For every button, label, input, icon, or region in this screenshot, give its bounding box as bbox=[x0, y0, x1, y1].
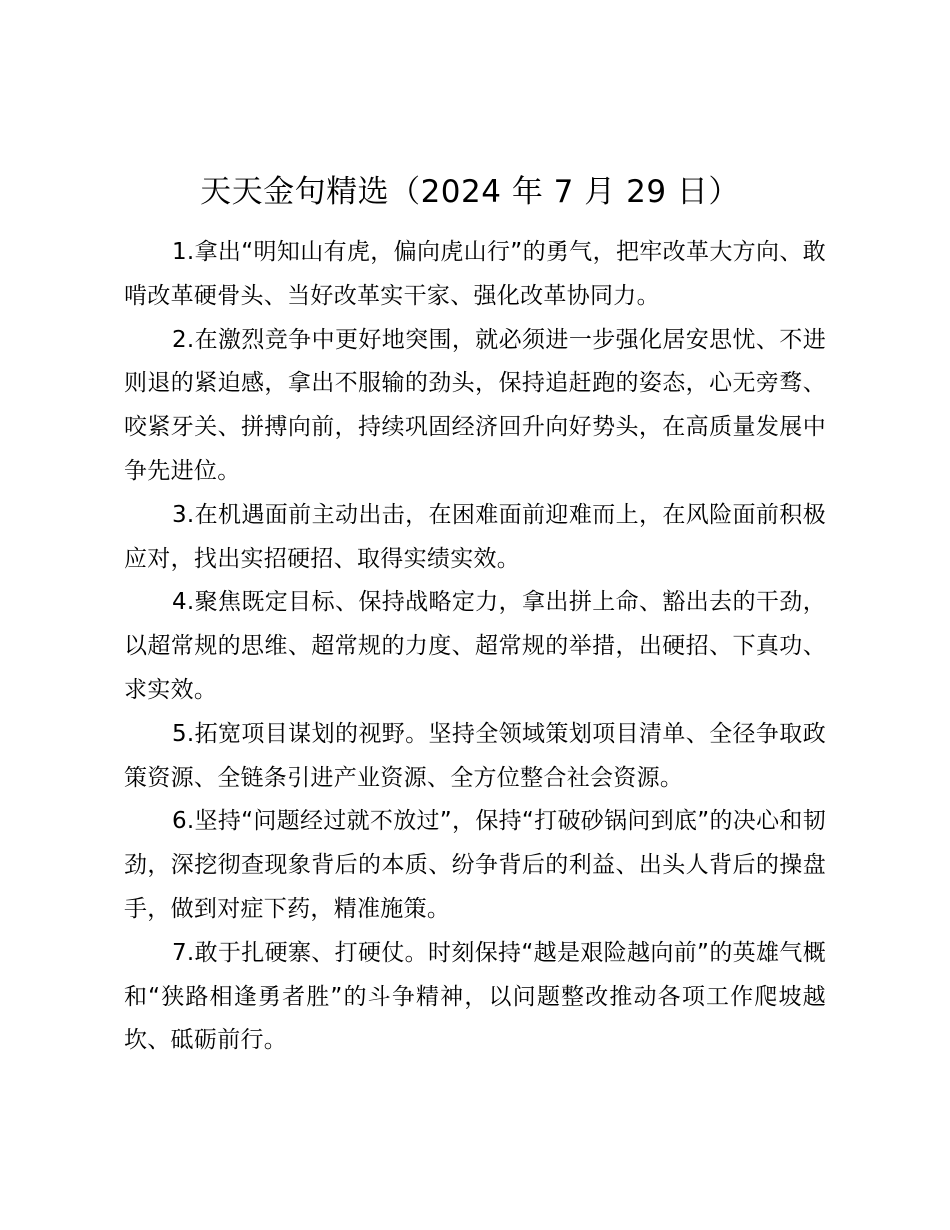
paragraph-3: 3.在机遇面前主动出击，在困难面前迎难而上，在风险面前积极应对，找出实招硬招、取得实绩实效。 bbox=[124, 501, 826, 572]
page-title: 天天金句精选（2024 年 7 月 29 日） bbox=[200, 174, 740, 210]
paragraph-6: 6.坚持“问题经过就不放过”，保持“打破砂锅问到底”的决心和韧劲，深挖彻查现象背后的本质、纷争背后的利益、出头人背后的操盘手，做到对症下药，精准施策。 bbox=[124, 808, 826, 922]
paragraph-1: 1.拿出“明知山有虎，偏向虎山行”的勇气，把牢改革大方向、敢啃改革硬骨头、当好改革实干家、强化改革协同力。 bbox=[124, 239, 826, 309]
paragraph-5: 5.拓宽项目谋划的视野。坚持全领域策划项目清单、全径争取政策资源、全链条引进产业资源、全方位整合社会资源。 bbox=[124, 720, 826, 791]
paragraph-7: 7.敢于扎硬寨、打硬仗。时刻保持“越是艰险越向前”的英雄气概和“狭路相逢勇者胜”的斗争精神，以问题整改推动各项工作爬坡越坎、砥砺前行。 bbox=[124, 939, 826, 1054]
paragraph-4: 4.聚焦既定目标、保持战略定力，拿出拼上命、豁出去的干劲，以超常规的思维、超常规的力度、超常规的举措，出硬招、下真功、求实效。 bbox=[124, 589, 826, 703]
document-body bbox=[124, 231, 826, 1063]
paragraph-2: 2.在激烈竞争中更好地突围，就必须进一步强化居安思忧、不进则退的紧迫感，拿出不服输的劲头，保持追赶跑的姿态，心无旁骛、咬紧牙关、拼搏向前，持续巩固经济回升向好势头，在高质量发展中争先进位。 bbox=[124, 326, 826, 484]
